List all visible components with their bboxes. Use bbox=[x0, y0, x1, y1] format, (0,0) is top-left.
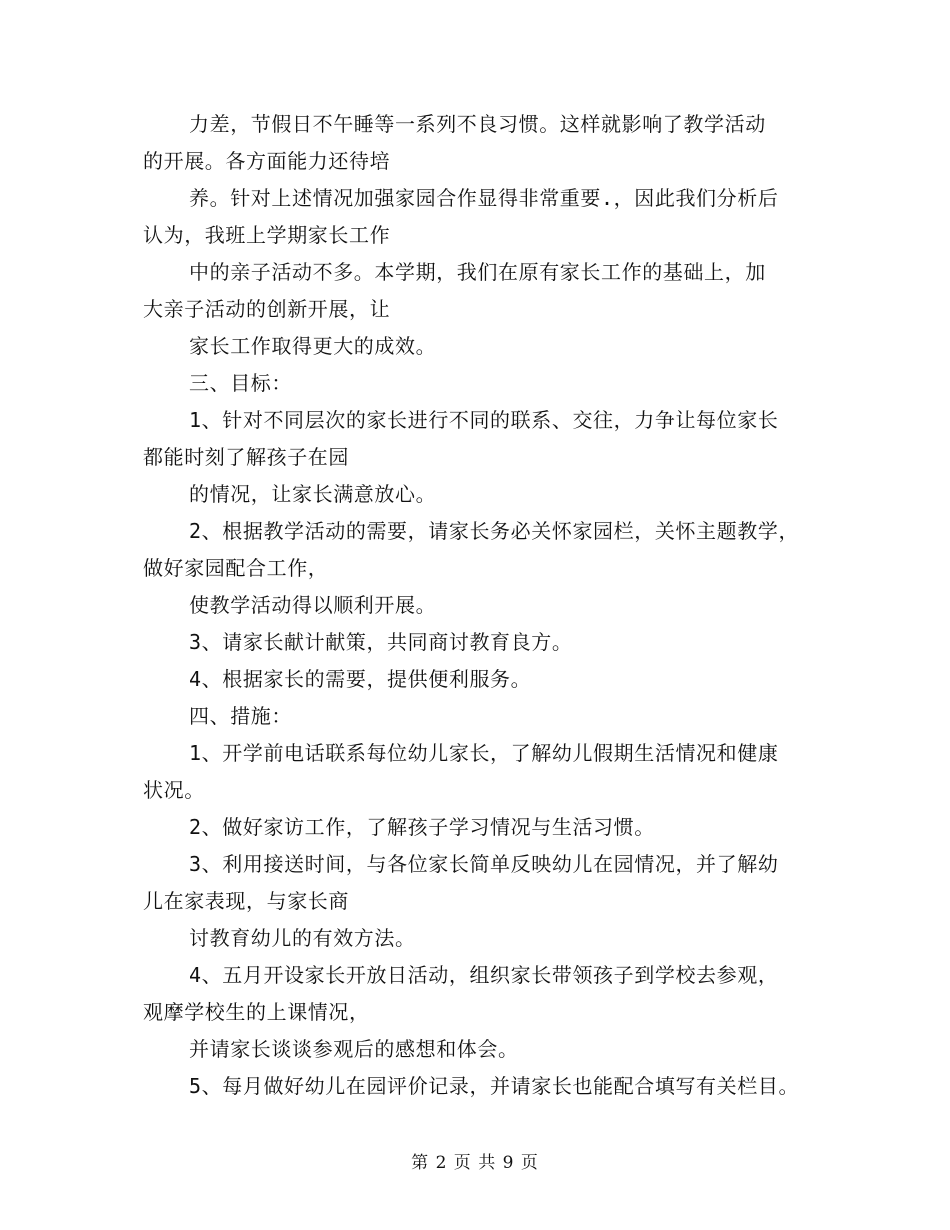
text-line: 2、根据教学活动的需要，请家长务必关怀家园栏，关怀主题教学， bbox=[189, 519, 800, 543]
text-line: 观摩学校生的上课情况， bbox=[143, 1000, 370, 1024]
text-line: 3、请家长献计献策，共同商讨教育良方。 bbox=[189, 630, 573, 654]
page-footer bbox=[0, 1148, 950, 1173]
text-line: 1、针对不同层次的家长进行不同的联系、交往，力争让每位家长 bbox=[189, 408, 779, 432]
text-line: 四、措施： bbox=[189, 704, 292, 728]
text-line: 中的亲子活动不多。本学期，我们在原有家长工作的基础上，加 bbox=[189, 260, 766, 284]
text-line: 2、做好家访工作，了解孩子学习情况与生活习惯。 bbox=[189, 815, 655, 839]
text-line: 的情况，让家长满意放心。 bbox=[189, 482, 437, 506]
text-line: 力差，节假日不午睡等一系列不良习惯。这样就影响了教学活动 bbox=[189, 112, 766, 136]
text-line: 大亲子活动的创新开展，让 bbox=[143, 297, 391, 321]
text-line: 3、利用接送时间，与各位家长简单反映幼儿在园情况，并了解幼 bbox=[189, 852, 779, 876]
text-line: 三、目标： bbox=[189, 371, 292, 395]
text-line: 养。针对上述情况加强家园合作显得非常重要.，因此我们分析后 bbox=[189, 186, 779, 210]
text-line: 都能时刻了解孩子在园 bbox=[143, 445, 349, 469]
text-line: 4、根据家长的需要，提供便利服务。 bbox=[189, 667, 532, 691]
text-line: 4、五月开设家长开放日活动，组织家长带领孩子到学校去参观， bbox=[189, 963, 779, 987]
text-line: 做好家园配合工作， bbox=[143, 556, 329, 580]
text-line: 儿在家表现，与家长商 bbox=[143, 889, 349, 913]
text-line: 认为，我班上学期家长工作 bbox=[143, 223, 391, 247]
page-number-label: 第 2 页 共 9 页 bbox=[411, 1153, 539, 1173]
text-line: 的开展。各方面能力还待培 bbox=[143, 149, 391, 173]
text-line: 讨教育幼儿的有效方法。 bbox=[189, 926, 416, 950]
document-body bbox=[143, 106, 833, 1105]
text-line: 并请家长谈谈参观后的感想和体会。 bbox=[189, 1037, 519, 1061]
text-line: 5、每月做好幼儿在园评价记录，并请家长也能配合填写有关栏目。 bbox=[189, 1074, 800, 1098]
text-line: 状况。 bbox=[143, 778, 205, 802]
text-line: 家长工作取得更大的成效。 bbox=[189, 334, 437, 358]
text-line: 1、开学前电话联系每位幼儿家长，了解幼儿假期生活情况和健康 bbox=[189, 741, 779, 765]
text-line: 使教学活动得以顺利开展。 bbox=[189, 593, 437, 617]
